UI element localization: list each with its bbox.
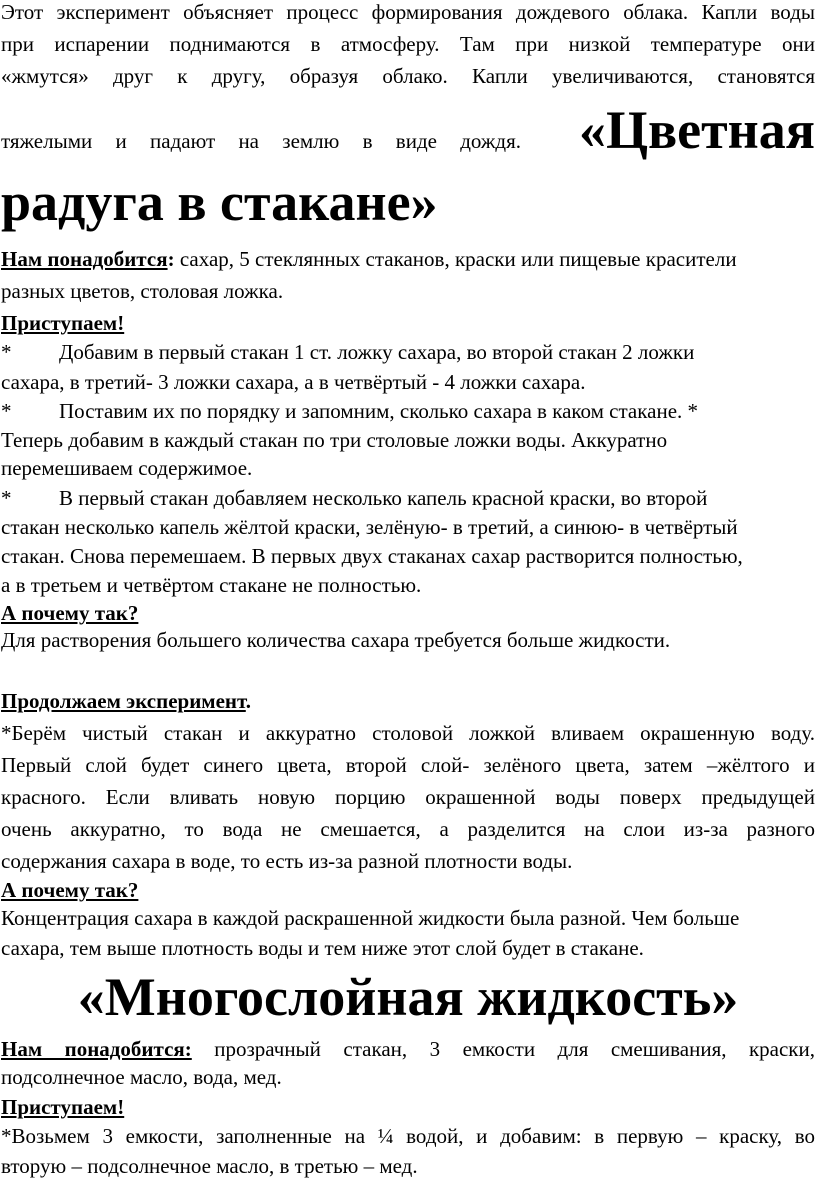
step2-text: Поставим их по порядку и запомним, сколько сахара в каком стакане. * (59, 399, 699, 423)
intro-line-3: «жмутся» друг к другу, образуя облако. Капли увеличиваются, становятся (1, 64, 815, 88)
section1-step3-line-2: стакан несколько капель жёлтой краски, зелёную- в третий, а синюю- в четвёртый (1, 515, 738, 539)
continue-line-4: очень аккуратно, то вода не смешается, а разделится на слои из-за разного (1, 817, 815, 841)
section1-title-part2: радуга в стакане» (1, 172, 438, 232)
section2-need-text: прозрачный стакан, 3 емкости для смешивания, краски, (191, 1037, 815, 1061)
section1-why-label: А почему так? (1, 601, 139, 625)
step1-text: Добавим в первый стакан 1 ст. ложку сахара, во второй стакан 2 ложки (59, 340, 695, 364)
section1-step2-line-3: перемешиваем содержимое. (1, 456, 253, 480)
bullet-mark: * (1, 486, 12, 510)
section2-step-line-1: *Возьмем 3 емкости, заполненные на ¼ водой, и добавим: в первую – краску, во (1, 1124, 815, 1148)
section1-why2-label: А почему так? (1, 878, 139, 902)
continue-line-5: содержания сахара в воде, то есть из-за разной плотности воды. (1, 849, 573, 873)
section2-need-line-2: подсолнечное масло, вода, мед. (1, 1065, 282, 1089)
why2-line-1: Концентрация сахара в каждой раскрашенной жидкости была разной. Чем больше (1, 906, 740, 930)
section1-step2-line-2: Теперь добавим в каждый стакан по три столовые ложки воды. Аккуратно (1, 428, 668, 452)
intro-line-4: тяжелыми и падают на землю в виде дождя. (1, 129, 521, 153)
section1-need-line-2: разных цветов, столовая ложка. (1, 279, 284, 303)
bullet-mark: * (1, 340, 12, 364)
bullet-mark: * (1, 399, 12, 423)
section1-step1-line-2: сахара, в третий- 3 ложки сахара, а в четвёртый - 4 ложки сахара. (1, 370, 586, 394)
section2-need-label: Нам понадобится: (1, 1037, 192, 1061)
section1-continue-heading (1, 685, 815, 717)
intro-title-line (1, 100, 815, 160)
step3-text: В первый стакан добавляем несколько капель красной краски, во второй (59, 486, 708, 510)
continue-line-2: Первый слой будет синего цвета, второй слой- зелёного цвета, затем –жёлтого и (1, 753, 815, 777)
section1-need-line-1 (1, 243, 815, 275)
continue-label: Продолжаем эксперимент (1, 689, 246, 713)
section1-step3-line-3: стакан. Снова перемешаем. В первых двух стаканах сахар растворится полностью, (1, 544, 743, 568)
intro-line-2: при испарении поднимаются в атмосферу. Там при низкой температуре они (1, 32, 815, 56)
continue-dot: . (245, 689, 252, 713)
section1-need-colon: : (167, 247, 175, 271)
section2-start-label: Приступаем! (1, 1095, 125, 1119)
section1-need-label: Нам понадобится (1, 247, 168, 271)
section1-step3-line-1 (1, 482, 815, 514)
section1-start-label: Приступаем! (1, 311, 125, 335)
section1-step2-line-1 (1, 395, 815, 427)
section1-need-text: сахар, 5 стеклянных стаканов, краски или пищевые красители (174, 247, 737, 271)
section1-step1-line-1 (1, 336, 815, 368)
section1-title-part1: «Цветная (579, 100, 815, 160)
section2-step-line-2: вторую – подсолнечное масло, в третью – мед. (1, 1154, 418, 1178)
section2-title: «Многослойная жидкость» (77, 967, 739, 1027)
continue-line-3: красного. Если вливать новую порцию окрашенной воды поверх предыдущей (1, 785, 815, 809)
section1-step3-line-4: а в третьем и четвёртом стакане не полностью. (1, 573, 422, 597)
why2-line-2: сахара, тем выше плотность воды и тем ниже этот слой будет в стакане. (1, 936, 644, 960)
intro-line-1: Этот эксперимент объясняет процесс формирования дождевого облака. Капли воды (1, 0, 815, 24)
continue-line-1: *Берём чистый стакан и аккуратно столовой ложкой вливаем окрашенную воду. (1, 721, 815, 745)
section1-why-text: Для растворения большего количества сахара требуется больше жидкости. (1, 628, 671, 652)
